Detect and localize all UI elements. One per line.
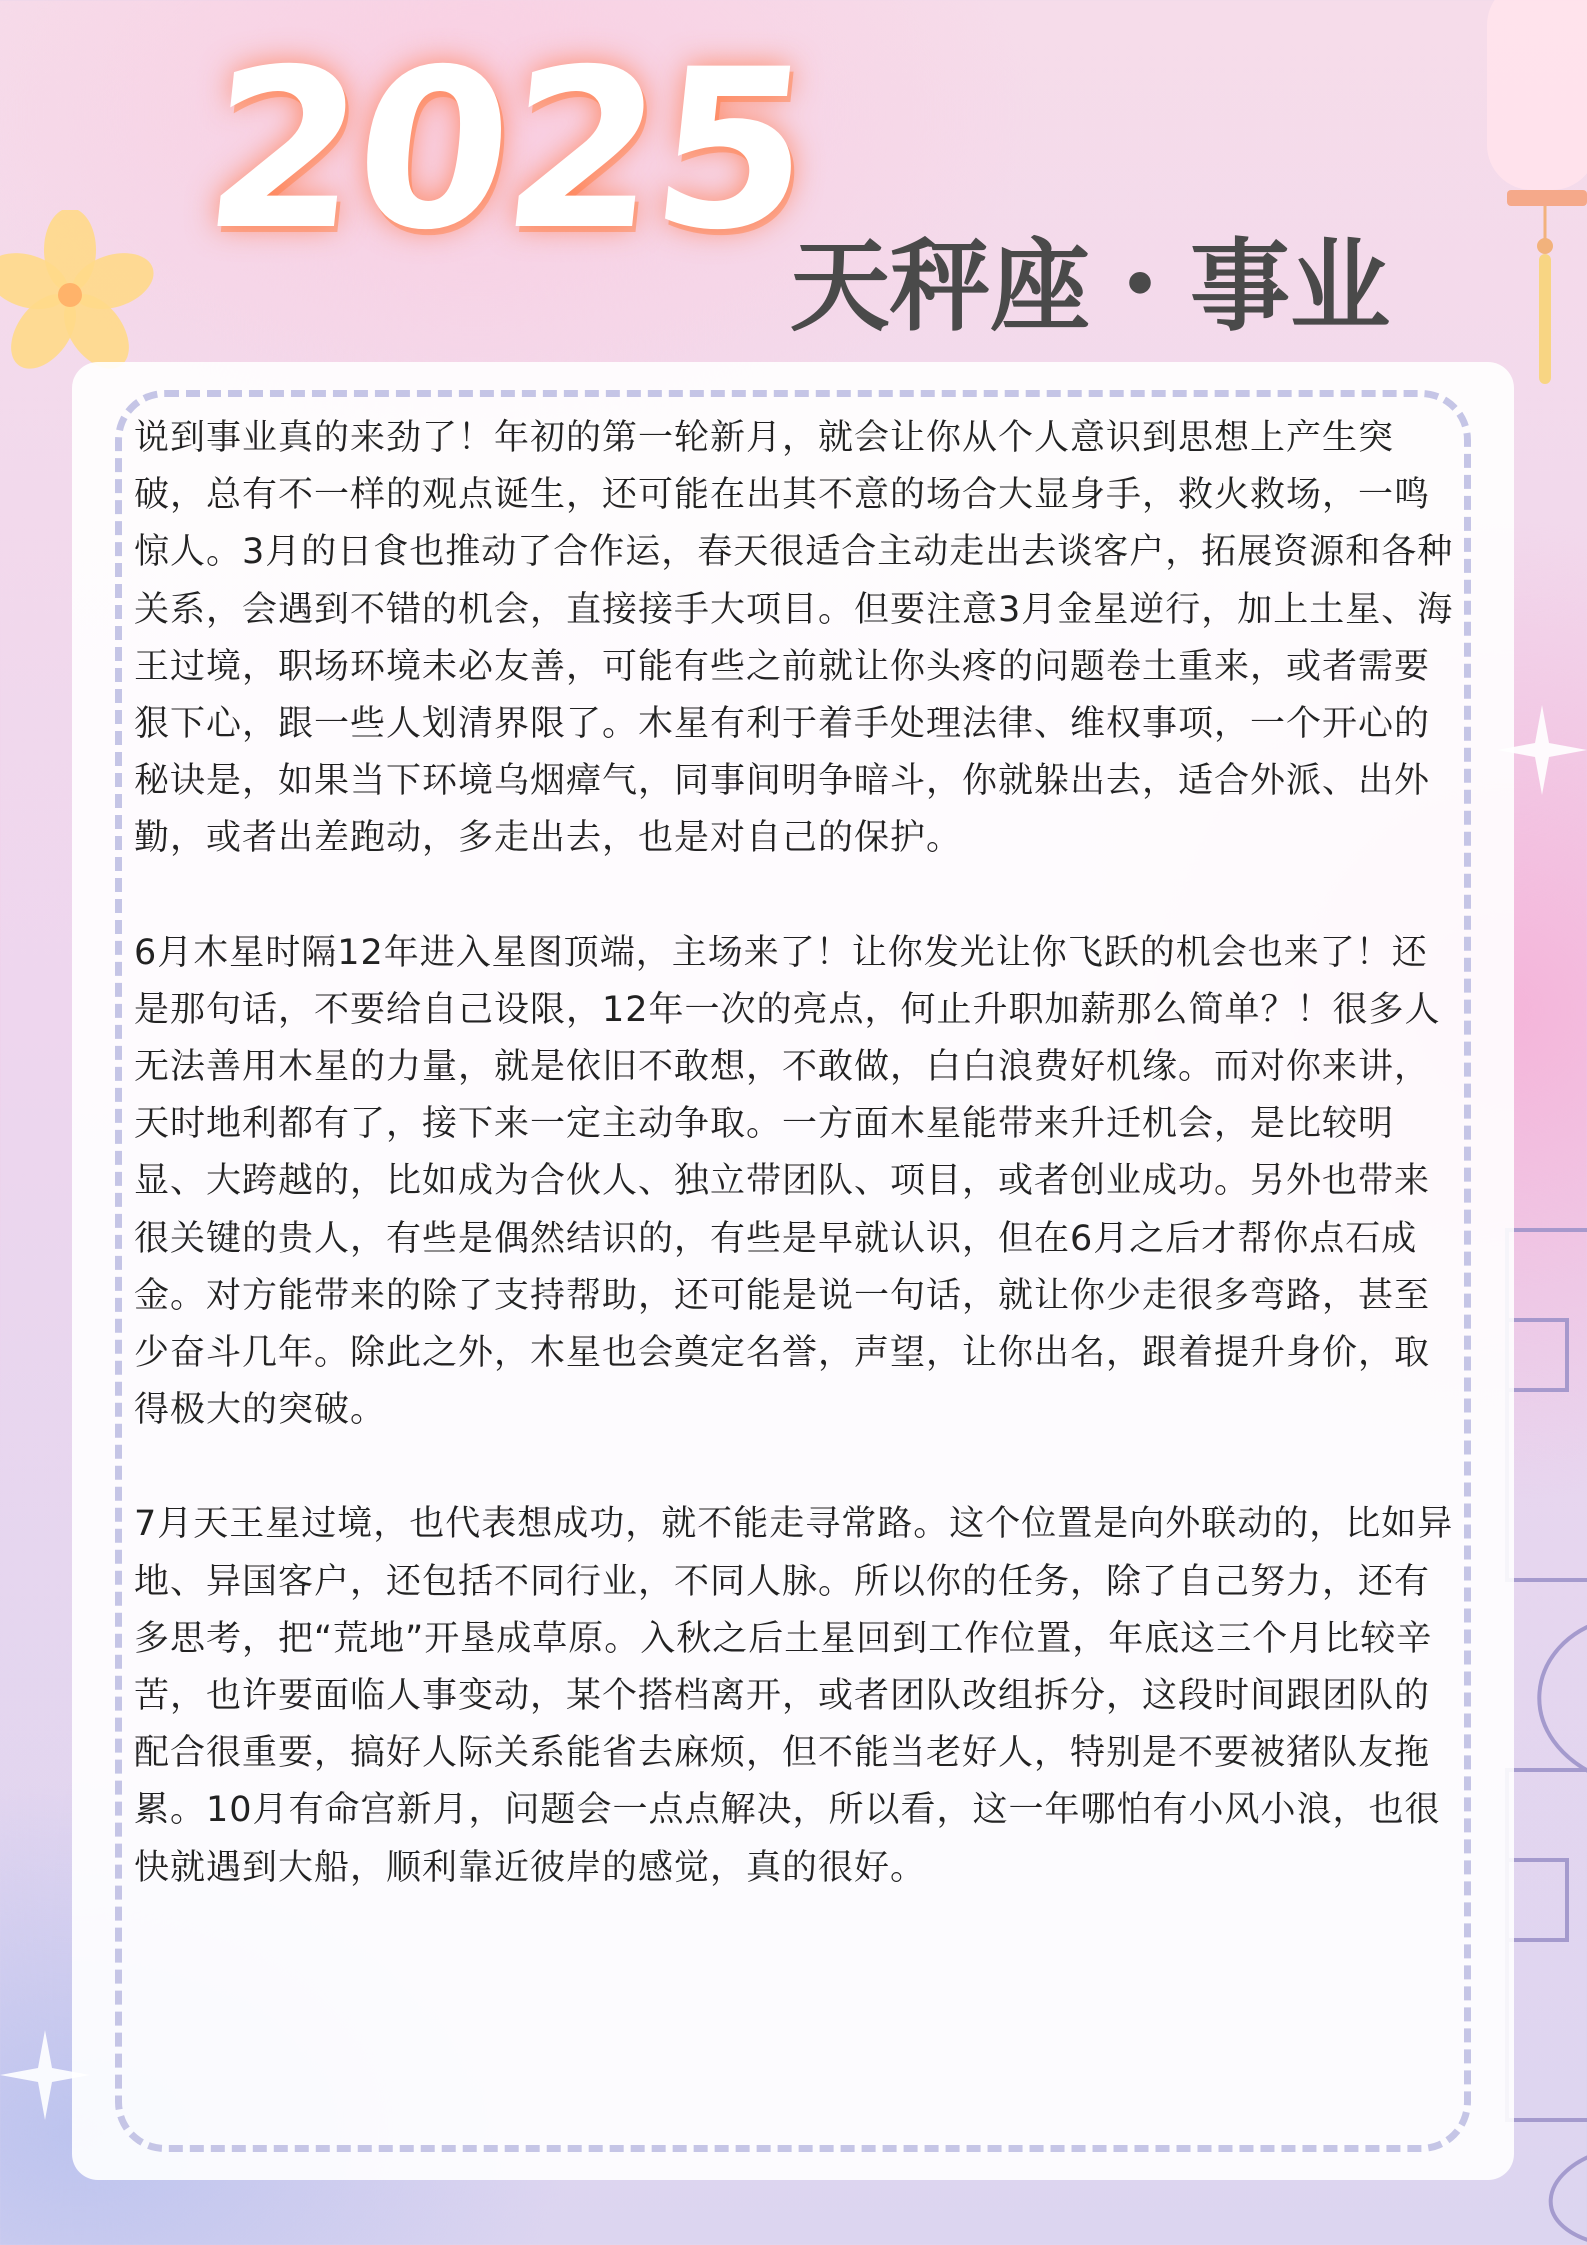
- paragraph-2: 6月木星时隔12年进入星图顶端，主场来了！让你发光让你飞跃的机会也来了！还是那句话，不要给自己设限，12年一次的亮点，何止升职加薪那么简单？！很多人无法善用木星的力量，就是依旧不敢想，不敢做，白白浪费好机缘。而对你来讲，天时地利都有了，接下来一定主动争取。一方面木星能带来升迁机会，是比较明显、大跨越的，比如成为合伙人、独立带团队、项目，或者创业成功。另外也带来很关键的贵人，有些是偶然结识的，有些是早就认识，但在6月之后才帮你点石成金。对方能带来的除了支持帮助，还可能是说一句话，就让你少走很多弯路，甚至少奋斗几年。除此之外，木星也会奠定名誉，声望，让你出名，跟着提升身价，取得极大的突破。: [134, 932, 1441, 1431]
- flower-icon: [0, 210, 165, 385]
- page-title: 天秤座・事业: [790, 228, 1390, 345]
- year-title: 2025: [194, 22, 818, 278]
- lantern-icon: [1477, 0, 1587, 390]
- paragraph-3: 7月天王星过境，也代表想成功，就不能走寻常路。这个位置是向外联动的，比如异地、异国客户，还包括不同行业，不同人脉。所以你的任务，除了自己努力，还有多思考，把“荒地”开垦成草原。入秋之后土星回到工作位置，年底这三个月比较辛苦，也许要面临人事变动，某个搭档离开，或者团队改组拆分，这段时间跟团队的配合很重要，搞好人际关系能省去麻烦，但不能当老好人，特别是不要被猪队友拖累。10月有命宫新月，问题会一点点解决，所以看，这一年哪怕有小风小浪，也很快就遇到大船，顺利靠近彼岸的感觉，真的很好。: [134, 1504, 1454, 1888]
- article-body: [134, 410, 1454, 1897]
- paragraph-1: 说到事业真的来劲了！年初的第一轮新月，就会让你从个人意识到思想上产生突破，总有不一样的观点诞生，还可能在出其不意的场合大显身手，救火救场，一鸣惊人。3月的日食也推动了合作运，春天很适合主动走出去谈客户，拓展资源和各种关系，会遇到不错的机会，直接接手大项目。但要注意3月金星逆行，加上土星、海王过境，职场环境未必友善，可能有些之前就让你头疼的问题卷土重来，或者需要狠下心，跟一些人划清界限了。木星有利于着手处理法律、维权事项，一个开心的秘诀是，如果当下环境乌烟瘴气，同事间明争暗斗，你就躲出去，适合外派、出外勤，或者出差跑动，多走出去，也是对自己的保护。: [134, 418, 1454, 859]
